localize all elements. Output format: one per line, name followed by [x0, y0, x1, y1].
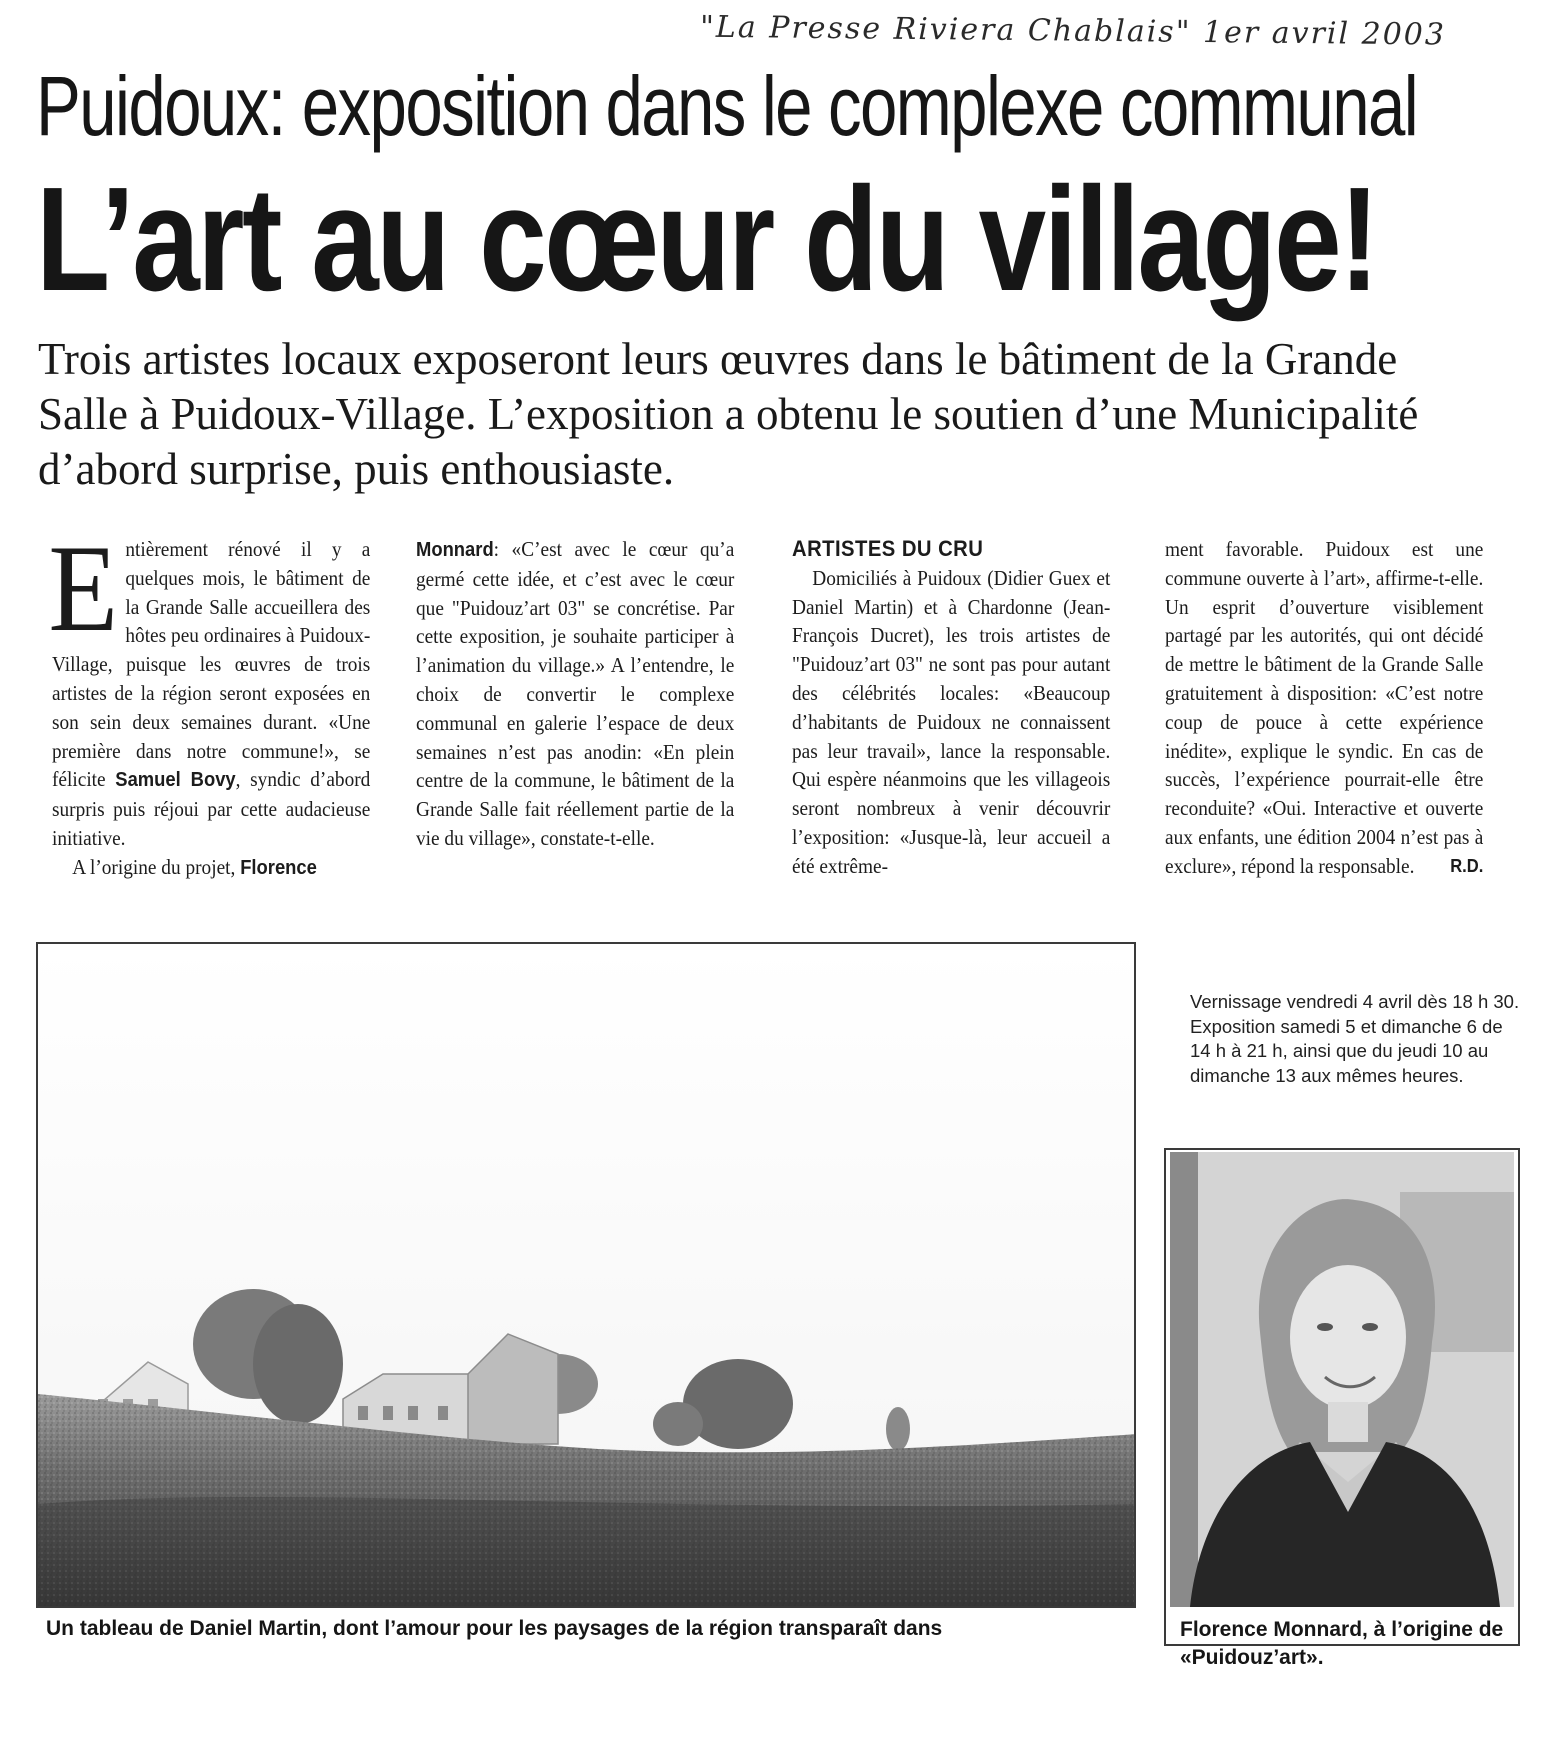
- article-column-4: [1165, 535, 1483, 881]
- landscape-painting-image: [38, 944, 1136, 1608]
- landscape-painting-photo: [36, 942, 1136, 1608]
- drop-cap: E: [48, 520, 119, 657]
- portrait-photo: [1170, 1152, 1514, 1607]
- col1-text-b: , syndic d’abord surpris puis réjoui par cette audacieuse initiative.: [52, 767, 371, 850]
- col1-name-florence: Florence: [240, 856, 317, 879]
- article-column-2: [416, 535, 734, 853]
- col2-name-monnard: Monnard: [416, 539, 494, 561]
- event-info-box: Vernissage vendredi 4 avril dès 18 h 30. Exposition samedi 5 et dimanche 6 de 14 h à 21 h, ainsi que du jeudi 10 au dimanche 13 aux mêmes heures.: [1190, 991, 1520, 1086]
- article-column-3: [792, 535, 1110, 881]
- author-signature: R.D.: [1450, 855, 1484, 876]
- col1-name-bovy: Samuel Bovy: [115, 769, 236, 792]
- handwritten-source-note: "La Presse Riviera Chablais" 1er avril 2003: [699, 9, 1447, 53]
- col1-text-a: ntièrement rénové il y a quelques mois, le bâtiment de la Grande Salle accueillera des hôtes peu ordinaires à Puidoux-Village, puisque les œuvres de trois artistes de la région seront exposées en son sein deux semaines durant. «Une première dans notre commune!», se félicite: [52, 537, 371, 792]
- article-column-1: [48, 520, 371, 883]
- subhead-artistes-du-cru: ARTISTES DU CRU: [792, 536, 984, 561]
- col1-text-c: A l’origine du projet,: [72, 854, 241, 879]
- col3-text: Domiciliés à Puidoux (Didier Guex et Daniel Martin) et à Chardonne (Jean-François Ducret), les trois artistes de "Puidouz’art 03" ne sont pas pour autant des célébrités locales: «Beaucoup d’habitants de Puidoux ne connaissent pas leur travail», lance la responsable. Qui espère néanmoins que les villageois seront nombreux à venir découvrir l’exposition: «Jusque-là, leur accueil a été extrême-: [792, 565, 1111, 878]
- col4-text: ment favorable. Puidoux est une commune ouverte à l’art», affirme-t-elle. Un esprit d’ouverture visiblement partagé par les autorités, qui ont décidé de mettre le bâtiment de la Grande Salle gratuitement à disposition: «C’est notre coup de pouce à cette expérience inédite», explique le syndic. En cas de succès, l’expérience pourrait-elle être reconduite? «Oui. Interactive et ouverte aux enfants, une édition 2004 n’est pas à exclure», répond la responsable.: [1165, 537, 1484, 878]
- portrait-caption: Florence Monnard, à l’origine de «Puidouz’art».: [1180, 1618, 1504, 1669]
- article-kicker: Puidoux: exposition dans le complexe communal: [36, 59, 1418, 153]
- article-headline: L’art au cœur du village!: [36, 157, 1378, 322]
- landscape-photo-caption: Un tableau de Daniel Martin, dont l’amour pour les paysages de la région transparaît dans: [46, 1617, 943, 1640]
- col2-text: : «C’est avec le cœur qu’a germé cette idée, et c’est avec le cœur que "Puidouz’art 03" se concrétise. Par cette exposition, je souhaite participer à l’animation du village.» A l’entendre, le choix de convertir le complexe communal en galerie l’espace de deux semaines n’est pas anodin: «En plein centre de la commune, le bâtiment de la Grande Salle fait réellement partie de la vie du village», constate-t-elle.: [416, 537, 735, 850]
- article-lead: Trois artistes locaux exposeront leurs œuvres dans le bâtiment de la Grande Salle à Puidoux-Village. L’exposition a obtenu le soutien d’une Municipalité d’abord surprise, puis enthousiaste.: [38, 334, 1419, 494]
- portrait-image: [1170, 1152, 1514, 1607]
